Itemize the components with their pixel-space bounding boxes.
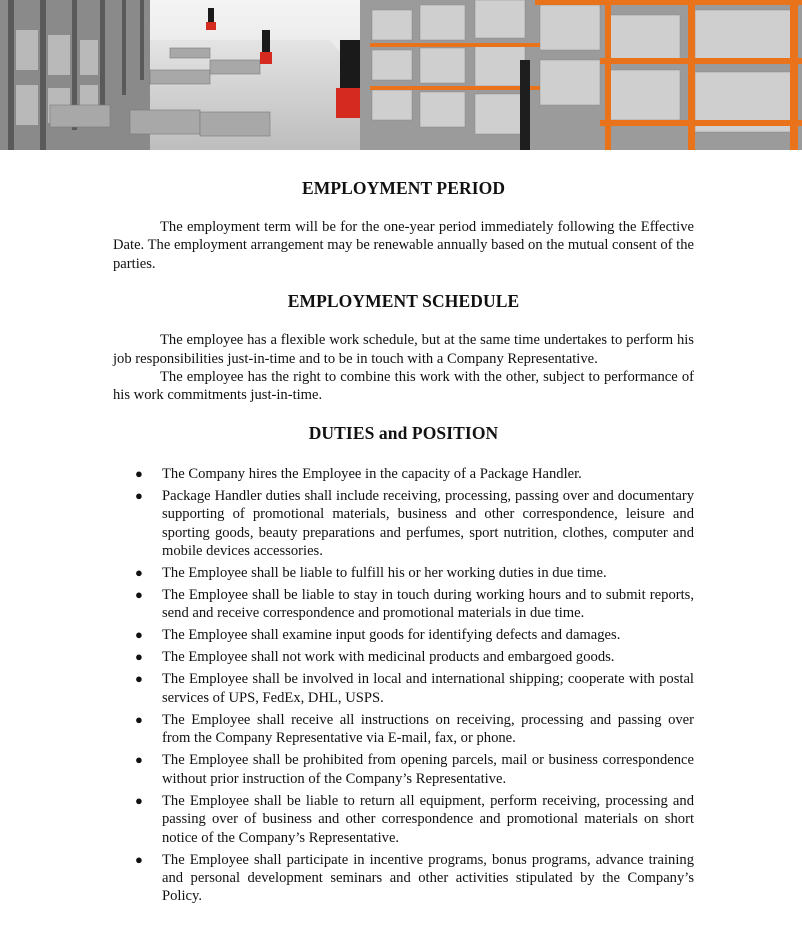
- bullet-icon: ●: [135, 649, 143, 665]
- list-item: ● The Employee shall be liable to stay in touch during working hours and to submit reports, send and receive correspondence and promotional materials in due time.: [135, 587, 694, 622]
- duties-position-heading: DUTIES and POSITION: [308, 422, 499, 443]
- bullet-icon: ●: [135, 465, 143, 481]
- list-item: ● The Employee shall participate in incentive programs, bonus programs, advance training and personal development seminars and other activities stipulated by the Company’s Policy.: [135, 851, 694, 905]
- employment-schedule-heading: EMPLOYMENT SCHEDULE: [287, 291, 520, 312]
- warehouse-banner-image: [0, 0, 802, 150]
- employment-schedule-paragraph-2: The employee has the right to combine this work with the other, subject to performance of his work commitments just-in-time.: [113, 369, 694, 404]
- document-page: [113, 172, 694, 909]
- duties-list: [113, 465, 694, 906]
- employment-schedule-paragraph-1: The employee has a flexible work schedule, but at the same time undertakes to perform his job responsibilities just-in-time and to be in touch with a Company Representative.: [113, 332, 694, 367]
- bullet-icon: ●: [135, 587, 143, 603]
- bullet-icon: ●: [135, 487, 143, 503]
- list-item: ● The Employee shall be liable to fulfill his or her working duties in due time.: [135, 565, 607, 582]
- bullet-icon: ●: [135, 711, 143, 727]
- employment-period-heading: EMPLOYMENT PERIOD: [301, 178, 506, 198]
- list-item: ● The Company hires the Employee in the capacity of a Package Handler.: [135, 465, 582, 482]
- list-item: ● The Employee shall be liable to return all equipment, perform receiving, processing and passing over of business and other correspondence and promotional materials on short notice of the Company’s Representative.: [135, 792, 694, 846]
- list-item: ● The Employee shall be involved in local and international shipping; cooperate with postal services of UPS, FedEx, DHL, USPS.: [135, 671, 694, 706]
- bullet-icon: ●: [135, 851, 143, 867]
- warehouse-illustration: [0, 0, 802, 150]
- list-item: ● The Employee shall receive all instructions on receiving, processing and passing over from the Company Representative via E-mail, fax, or phone.: [135, 711, 694, 747]
- list-item: ● The Employee shall not work with medicinal products and embargoed goods.: [135, 649, 615, 666]
- bullet-icon: ●: [135, 565, 143, 581]
- bullet-icon: ●: [135, 792, 143, 808]
- bullet-icon: ●: [135, 752, 143, 768]
- list-item: ● The Employee shall examine input goods for identifying defects and damages.: [135, 627, 621, 644]
- list-item: ● The Employee shall be prohibited from opening parcels, mail or business correspondence without prior instruction of the Company’s Representative.: [135, 752, 694, 787]
- employment-period-paragraph: The employment term will be for the one-year period immediately following the Effective Date. The employment arrangement may be renewable annually based on the mutual consent of the parties.: [113, 219, 694, 272]
- bullet-icon: ●: [135, 627, 143, 643]
- list-item: ● Package Handler duties shall include receiving, processing, passing over and documentary supporting of promotional materials, business and other correspondence, leisure and sporting goods, beauty preparations and perfumes, sport nutrition, clothes, computer and mobile devices accessories.: [135, 487, 694, 560]
- bullet-icon: ●: [135, 671, 143, 687]
